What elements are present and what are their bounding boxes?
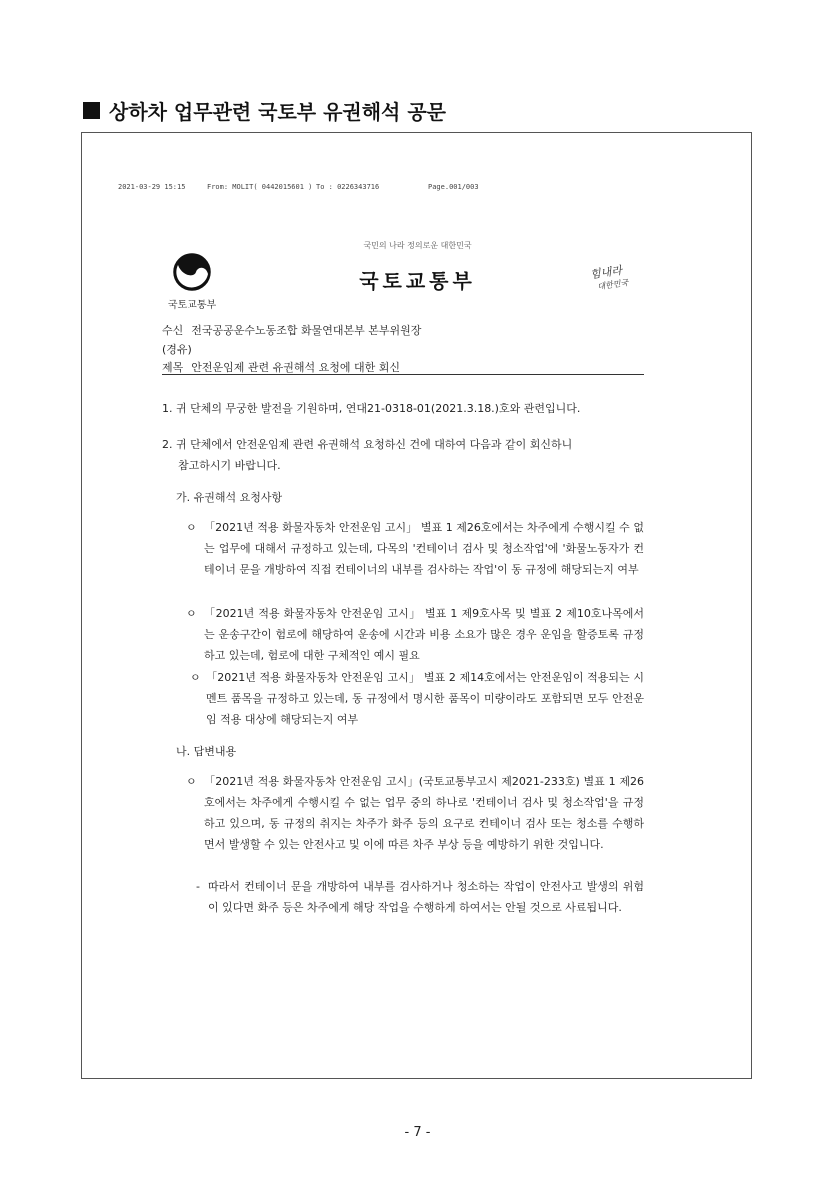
section-a-heading: 가. 유권해석 요청사항 [176, 491, 283, 504]
subject-divider [162, 374, 644, 375]
paragraph-2-line-2: 참고하시기 바랍니다. [178, 459, 281, 472]
section-b-heading: 나. 답변내용 [176, 745, 237, 758]
fax-to: To : 0226343716 [316, 183, 380, 191]
request-item-2 [186, 603, 644, 666]
paragraph-2-line-1: 2. 귀 단체에서 안전운임제 관련 유권해석 요청하신 건에 대하여 다음과 같이 회신하니 [162, 438, 573, 451]
recipient-line [162, 322, 421, 338]
heading-text: 상하차 업무관련 국토부 유권해석 공문 [109, 100, 446, 124]
answer-item-1 [186, 771, 644, 855]
bullet-icon: ㅇ [186, 775, 197, 788]
bullet-icon: ㅇ [186, 521, 197, 534]
paragraph-1: 1. 귀 단체의 무궁한 발전을 기원하며, 연대21-0318-01(2021.3.18.)호와 관련입니다. [162, 402, 581, 415]
bullet-icon: ㅇ [186, 607, 197, 620]
answer-item-2-text: 따라서 컨테이너 문을 개방하여 내부를 검사하거나 청소하는 작업이 안전사고 발생의 위험이 있다면 화주 등은 차주에게 해당 작업을 수행하게 하여서는 안될 것으로 사료됩니다. [208, 880, 644, 914]
ministry-name: 국토교통부 [359, 269, 476, 293]
bullet-icon: ㅇ [190, 671, 201, 684]
page-number: - 7 - [404, 1125, 431, 1140]
subject-value: 안전운임제 관련 유권해석 요청에 대한 회신 [191, 361, 401, 374]
square-bullet-icon [83, 102, 100, 119]
request-item-3 [190, 667, 644, 730]
request-item-2-text: 「2021년 적용 화물자동차 안전운임 고시」 별표 1 제9호사목 및 별표 2 제10호나목에서는 운송구간이 험로에 해당하여 운송에 시간과 비용 소요가 많은 경우 운임을 할증토록 규정하고 있는데, 험로에 대한 구체적인 예시 필요 [204, 607, 644, 662]
subject-label: 제목 [162, 361, 184, 374]
via-line: (경유) [162, 343, 192, 356]
fax-page: Page.001/003 [428, 183, 479, 191]
slogan-line-1: 힘내라 [589, 263, 623, 282]
fax-from: From: MOLIT( 0442015601 ) [207, 183, 313, 191]
page-heading [83, 96, 446, 125]
request-item-1-text: 「2021년 적용 화물자동차 안전운임 고시」 별표 1 제26호에서는 차주에게 수행시킬 수 없는 업무에 대해서 규정하고 있는데, 다목의 '컨테이너 검사 및 청소작업'에 '화물노동자가 컨테이너 문을 개방하여 직접 컨테이너의 내부를 검사하는 작업'이 동 규정에 해당되는지 여부 [204, 521, 644, 576]
recipient-label: 수신 [162, 324, 184, 337]
request-item-1 [186, 517, 644, 580]
logo-caption: 국토교통부 [167, 300, 217, 311]
dash-icon: - [196, 880, 200, 893]
slogan-line-2: 대한민국 [596, 278, 629, 292]
motto: 국민의 나라 정의로운 대한민국 [363, 241, 472, 250]
answer-item-2 [196, 876, 644, 918]
answer-item-1-text: 「2021년 적용 화물자동차 안전운임 고시」(국토교통부고시 제2021-233호) 별표 1 제26호에서는 차주에게 수행시킬 수 없는 업무 중의 하나로 '컨테이너 검사 및 청소작업'을 규정하고 있으며, 동 규정의 취지는 차주가 화주 등의 요구로 컨테이너 검사 또는 청소를 수행하면서 발생할 수 있는 안전사고 및 이에 따른 차주 부상 등을 예방하기 위한 것입니다. [204, 775, 644, 851]
recipient-value: 전국공공운수노동조합 화물연대본부 본부위원장 [191, 324, 422, 337]
request-item-3-text: 「2021년 적용 화물자동차 안전운임 고시」 별표 2 제14호에서는 안전운임이 적용되는 시멘트 품목을 규정하고 있는데, 동 규정에서 명시한 품목이 미량이라도 포함되면 모두 안전운임 적용 대상에 해당되는지 여부 [206, 671, 644, 726]
fax-datetime: 2021-03-29 15:15 [118, 183, 186, 191]
subject-line [162, 359, 400, 375]
